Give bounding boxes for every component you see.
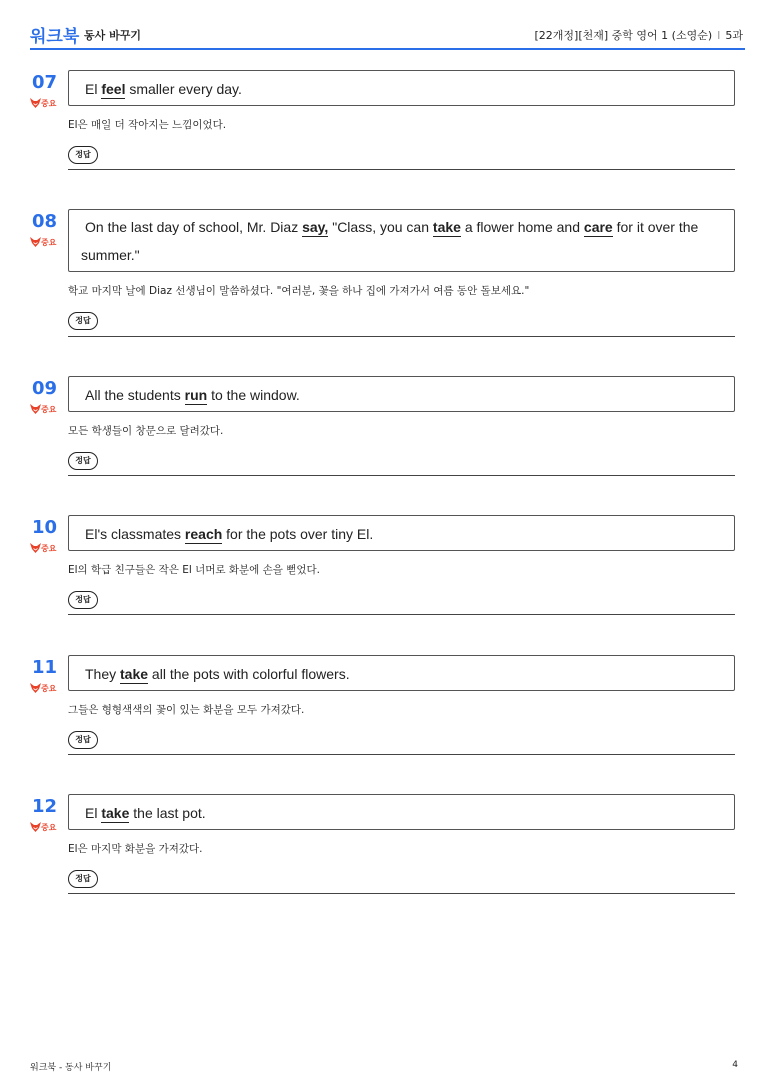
sentence-box xyxy=(68,70,735,106)
important-badge xyxy=(30,543,56,554)
important-label: 중요 xyxy=(41,99,57,108)
sentence-text: a flower home and xyxy=(460,219,584,235)
target-verb: run xyxy=(184,387,208,403)
korean-translation: El은 마지막 화분을 가져갔다. xyxy=(68,843,203,855)
important-label: 중요 xyxy=(41,544,57,553)
sentence-text-after: for the pots over tiny El. xyxy=(222,526,374,542)
footer-title: 워크북 - 동사 바꾸기 xyxy=(30,1063,112,1073)
question-number: 12 xyxy=(32,796,58,817)
fox-icon xyxy=(30,237,41,247)
fox-icon xyxy=(30,683,41,693)
page-number: 4 xyxy=(732,1060,738,1070)
sentence-box xyxy=(68,655,735,691)
sentence-text-after: the last pot. xyxy=(129,805,206,821)
korean-translation: 그들은 형형색색의 꽃이 있는 화분을 모두 가져갔다. xyxy=(68,704,305,716)
important-label: 중요 xyxy=(41,684,57,693)
korean-translation: 학교 마지막 날에 Diaz 선생님이 말씀하셨다. "여러분, 꽃을 하나 집에 가져가서 여름 동안 돌보세요." xyxy=(68,285,530,297)
sentence-text-after: all the pots with colorful flowers. xyxy=(148,666,350,682)
answer-button[interactable]: 정답 xyxy=(68,870,98,888)
sentence-box xyxy=(68,376,735,412)
divider xyxy=(68,169,735,170)
question-number: 07 xyxy=(32,72,58,93)
divider xyxy=(68,893,735,894)
divider xyxy=(68,614,735,615)
header-separator: I xyxy=(717,29,721,42)
lesson-label: 5과 xyxy=(725,29,743,42)
sentence-text-before: All the students xyxy=(85,387,185,403)
answer-button[interactable]: 정답 xyxy=(68,731,98,749)
brand-title: 워크북 xyxy=(30,27,80,47)
important-badge xyxy=(30,404,56,415)
course-name: [22개정][천재] 중학 영어 1 (소영순) xyxy=(534,29,713,42)
question-number: 11 xyxy=(32,657,58,678)
question-number: 10 xyxy=(32,517,58,538)
korean-translation: 모든 학생들이 창문으로 달려갔다. xyxy=(68,425,224,437)
important-badge xyxy=(30,822,56,833)
important-badge xyxy=(30,98,56,109)
course-info xyxy=(535,27,744,43)
fox-icon xyxy=(30,822,41,832)
question-number: 08 xyxy=(32,211,58,232)
sentence-text-before: El's classmates xyxy=(85,526,185,542)
divider xyxy=(68,754,735,755)
target-verb: take xyxy=(101,805,130,821)
korean-translation: El은 매일 더 작아지는 느낌이었다. xyxy=(68,119,227,131)
target-verb: care xyxy=(583,219,613,235)
sentence-box xyxy=(68,515,735,551)
sentence-text-before: El xyxy=(85,81,102,97)
sentence-text: "Class, you can xyxy=(328,219,433,235)
page-header xyxy=(30,20,745,50)
target-verb: reach xyxy=(184,526,223,542)
sentence-text-before: El xyxy=(85,805,102,821)
question-number: 09 xyxy=(32,378,58,399)
fox-icon xyxy=(30,98,41,108)
worksheet-subtitle: 동사 바꾸기 xyxy=(84,29,141,42)
answer-button[interactable]: 정답 xyxy=(68,591,98,609)
target-verb: say, xyxy=(302,219,329,235)
answer-button[interactable]: 정답 xyxy=(68,146,98,164)
sentence-box xyxy=(68,209,735,272)
important-badge xyxy=(30,237,56,248)
answer-button[interactable]: 정답 xyxy=(68,452,98,470)
target-verb: take xyxy=(120,666,149,682)
important-label: 중요 xyxy=(41,405,57,414)
target-verb: take xyxy=(432,219,461,235)
divider xyxy=(68,336,735,337)
answer-button[interactable]: 정답 xyxy=(68,312,98,330)
important-badge xyxy=(30,683,56,694)
sentence-box xyxy=(68,794,735,830)
sentence-text: for it over the summer." xyxy=(81,219,699,263)
sentence-text-after: to the window. xyxy=(207,387,300,403)
sentence-text-after: smaller every day. xyxy=(125,81,242,97)
important-label: 중요 xyxy=(41,823,57,832)
fox-icon xyxy=(30,404,41,414)
sentence-text: On the last day of school, Mr. Diaz xyxy=(85,219,303,235)
important-label: 중요 xyxy=(41,238,57,247)
divider xyxy=(68,475,735,476)
korean-translation: El의 학급 친구들은 작은 El 너머로 화분에 손을 뻗었다. xyxy=(68,564,321,576)
fox-icon xyxy=(30,543,41,553)
sentence-text-before: They xyxy=(85,666,121,682)
target-verb: feel xyxy=(101,81,126,97)
